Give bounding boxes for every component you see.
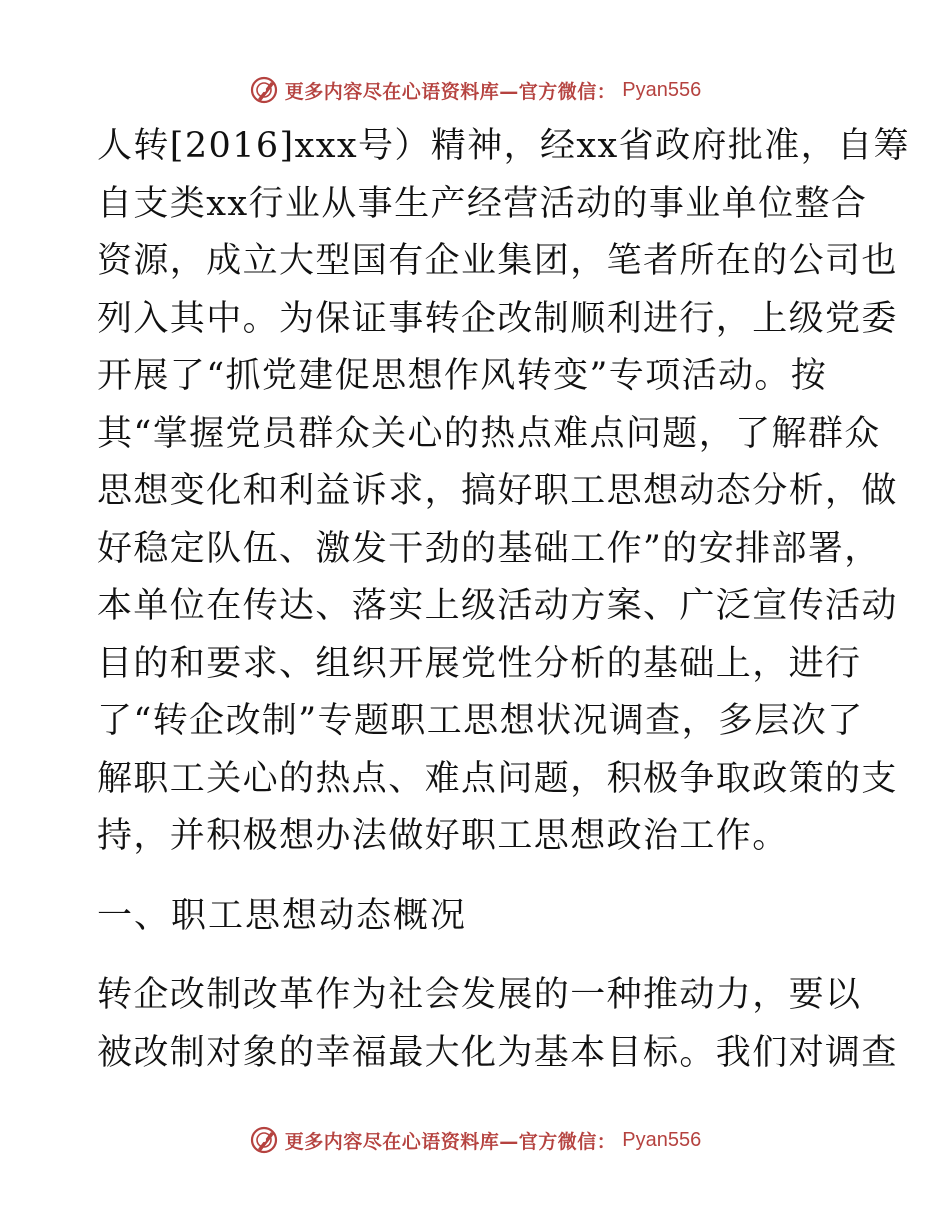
red-circular-pen-logo-icon: [249, 1125, 279, 1155]
paragraph-line: 自支类xx行业从事生产经营活动的事业单位整合: [97, 183, 868, 224]
watermark-wechat-id: Pyan556: [622, 1128, 702, 1151]
paragraph-line: 转企改制改革作为社会发展的一种推动力，要以: [97, 975, 862, 1015]
paragraph-line: 解职工关心的热点、难点问题，积极争取政策的支: [97, 758, 898, 799]
watermark-text: 更多内容尽在心语资料库—官方微信：: [284, 1130, 617, 1153]
paragraph-line: 被改制对象的幸福最大化为基本目标。我们对调查: [97, 1032, 898, 1073]
paragraph-line: 了“转企改制”专题职工思想状况调查，多层次了: [97, 701, 864, 741]
paragraph-line: 持，并积极想办法做好职工思想政治工作。: [97, 816, 789, 856]
paragraph-line: 好稳定队伍、激发干劲的基础工作”的安排部署，: [97, 528, 881, 569]
paragraph-line: 思想变化和利益诉求，搞好职工思想动态分析，做: [97, 471, 898, 511]
watermark-wechat-id: Pyan556: [622, 78, 702, 101]
paragraph-line: 人转[2016]xxx号）精神，经xx省政府批准，自筹: [97, 126, 910, 166]
header-watermark: [0, 70, 950, 110]
paragraph-line: 资源，成立大型国有企业集团，笔者所在的公司也: [97, 241, 898, 281]
paragraph-line: 本单位在传达、落实上级活动方案、广泛宣传活动: [97, 586, 898, 626]
paragraph-line: 目的和要求、组织开展党性分析的基础上，进行: [97, 643, 862, 684]
paragraph-line: 开展了“抓党建促思想作风转变”专项活动。按: [97, 356, 828, 396]
paragraph-line: 列入其中。为保证事转企改制顺利进行，上级党委: [97, 298, 898, 339]
section-heading: 一、职工思想动态概况: [97, 895, 468, 936]
document-body: [97, 118, 910, 1082]
paragraph-line: 其“掌握党员群众关心的热点难点问题，了解群众: [97, 413, 881, 454]
footer-watermark: [0, 1120, 950, 1160]
watermark-text: 更多内容尽在心语资料库—官方微信：: [284, 80, 617, 103]
red-circular-pen-logo-icon: [249, 75, 279, 105]
